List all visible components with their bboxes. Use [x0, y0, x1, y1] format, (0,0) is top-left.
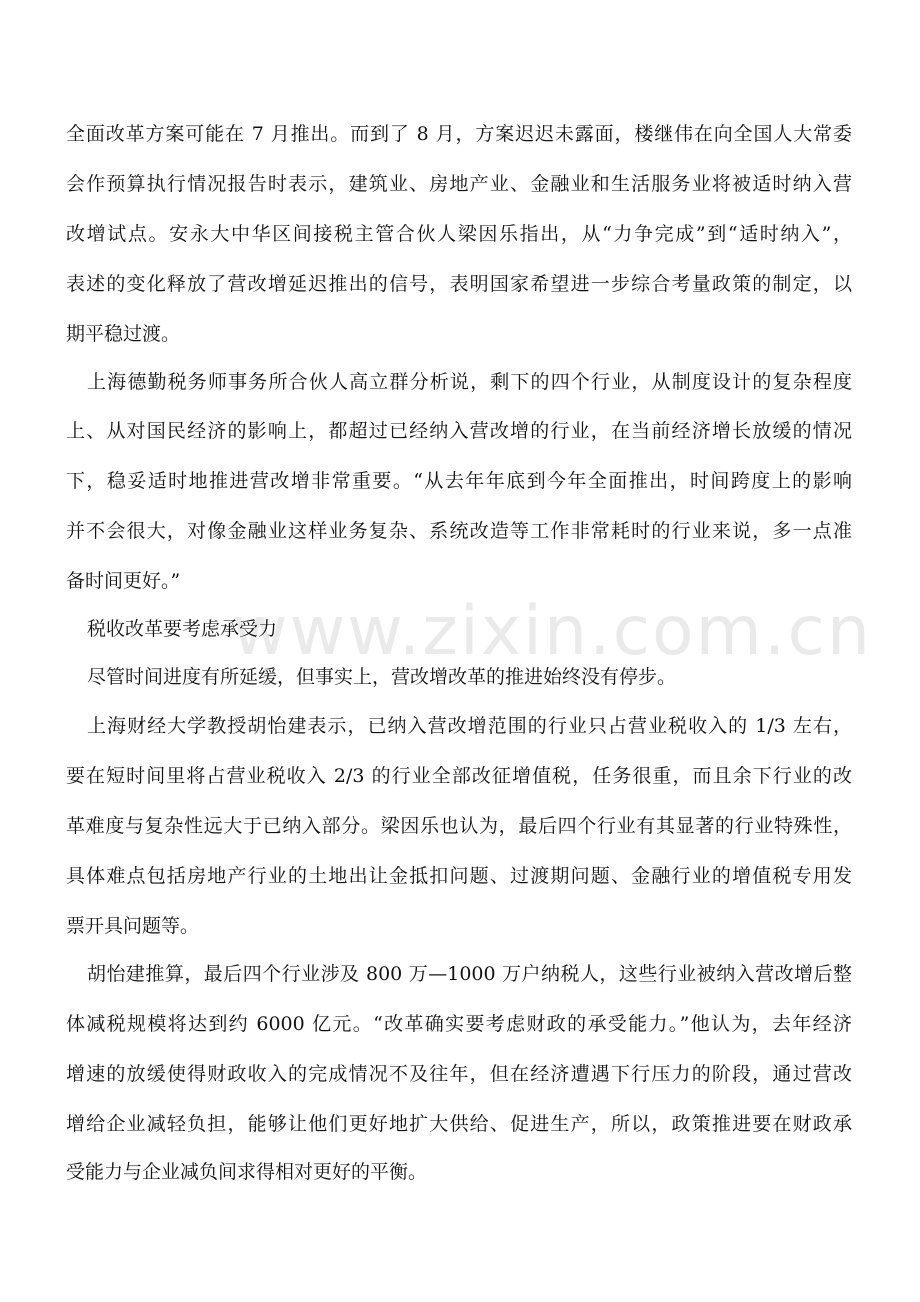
text-line: 并不会很大，对像金融业这样业务复杂、系统改造等工作非常耗时的行业来说，多一点准: [66, 520, 852, 542]
text-line: 改增试点。安永大中华区间接税主管合伙人梁因乐指出，从“力争完成”到“适时纳入”，: [66, 223, 852, 245]
text-line: 下，稳妥适时地推进营改增非常重要。“从去年年底到今年全面推出，时间跨度上的影响: [66, 470, 852, 492]
text-line: 胡怡建推算，最后四个行业涉及 800 万—1000 万户纳税人，这些行业被纳入营改增后整: [87, 963, 852, 985]
text-line: 票开具问题等。: [66, 915, 200, 937]
text-line: 尽管时间进度有所延缓，但事实上，营改增改革的推进始终没有停步。: [87, 666, 677, 688]
text-line: 全面改革方案可能在 7 月推出。而到了 8 月，方案迟迟未露面，楼继伟在向全国人大常委: [66, 123, 852, 145]
text-line: 上海德勤税务师事务所合伙人高立群分析说，剩下的四个行业，从制度设计的复杂程度: [87, 371, 852, 393]
text-line: 增速的放缓使得财政收入的完成情况不及往年，但在经济遭遇下行压力的阶段，通过营改: [66, 1063, 852, 1085]
text-line: 上海财经大学教授胡怡建表示，已纳入营改增范围的行业只占营业税收入的 1/3 左右，: [87, 715, 852, 737]
text-line: 体减税规模将达到约 6000 亿元。“改革确实要考虑财政的承受能力。”他认为，去年经济: [66, 1013, 852, 1035]
text-line: 增给企业减轻负担，能够让他们更好地扩大供给、促进生产，所以，政策推进要在财政承: [66, 1113, 852, 1135]
text-line: 会作预算执行情况报告时表示，建筑业、房地产业、金融业和生活服务业将被适时纳入营: [66, 173, 852, 195]
text-line: 期平稳过渡。: [66, 323, 181, 345]
text-line: 具体难点包括房地产行业的土地出让金抵扣问题、过渡期问题、金融行业的增值税专用发: [66, 865, 852, 887]
text-line: 要在短时间里将占营业税收入 2/3 的行业全部改征增值税，任务很重，而且余下行业的改: [66, 765, 852, 787]
text-line: 受能力与企业减负间求得相对更好的平衡。: [66, 1161, 428, 1183]
section-heading: 税收改革要考虑承受力: [87, 618, 278, 640]
text-line: 备时间更好。”: [66, 570, 181, 592]
text-line: 表述的变化释放了营改增延迟推出的信号，表明国家希望进一步综合考量政策的制定，以: [66, 273, 852, 295]
text-line: 革难度与复杂性远大于已纳入部分。梁因乐也认为，最后四个行业有其显著的行业特殊性，: [66, 815, 852, 837]
watermark-text: www.zixin.com.cn: [232, 592, 872, 671]
text-line: 上、从对国民经济的影响上，都超过已经纳入营改增的行业，在当前经济增长放缓的情况: [66, 420, 852, 442]
